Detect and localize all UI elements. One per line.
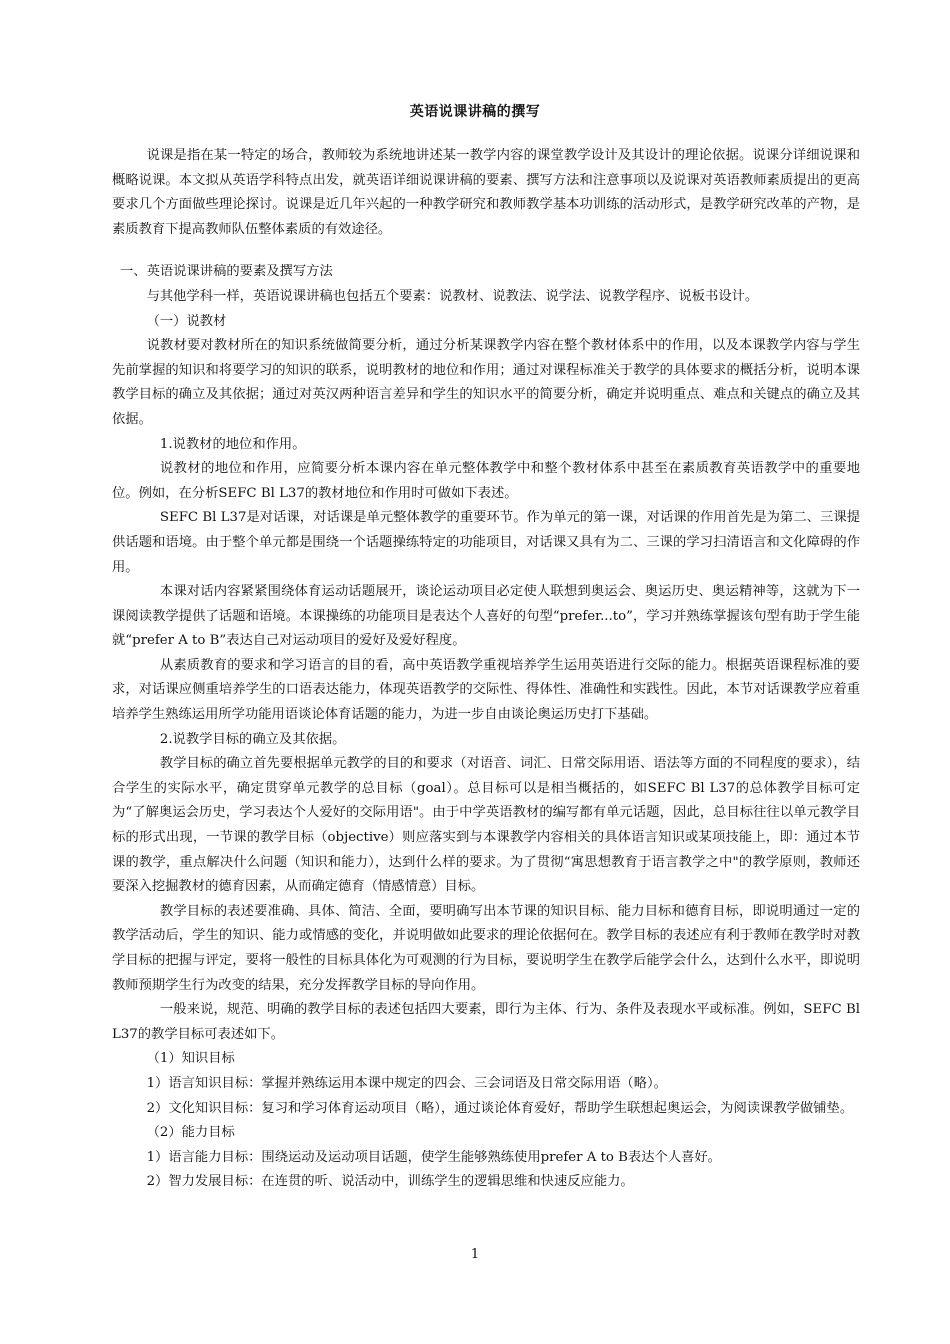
section-lead-paragraph: 与其他学科一样，英语说课讲稿也包括五个要素：说教材、说教法、说学法、说教学程序、说板书设计。 xyxy=(146,288,759,304)
item1-paragraph-2: SEFC Bl L37是对话课，对话课是单元整体教学的重要环节。作为单元的第一课，对话课的作用首先是为第二、三课提供话题和语境。由于整个单元都是围绕一个话题操练特定的功能项目，对话课又具有为二、三课的学习扫清语言和文化障碍的作用。 xyxy=(112,510,860,575)
intro-paragraph: 说课是指在某一特定的场合，教师较为系统地讲述某一教学内容的课堂教学设计及其设计的理论依据。说课分详细说课和概略说课。本文拟从英语学科特点出发，就英语详细说课讲稿的要素、撰写方法和注意事项以及说课对英语教师素质提出的更高要求几个方面做些理论探讨。说课是近几年兴起的一种教学研究和教师教学基本功训练的活动形式，是教学研究改革的产物，是素质教育下提高教师队伍整体素质的有效途径。 xyxy=(112,148,860,237)
section-heading-1: 一、英语说课讲稿的要素及撰写方法 xyxy=(120,264,333,280)
item1-paragraph-3: 本课对话内容紧紧围绕体育运动话题展开，谈论运动项目必定使人联想到奥运会、奥运历史、奥运精神等，这就为下一课阅读教学提供了话题和语境。本课操练的功能项目是表达个人喜好的句型“prefer...to”，学习并熟练掌握该句型有助于学生能就“prefer A to B”表达自己对运动项目的爱好及爱好程度。 xyxy=(112,584,860,649)
item2-paragraph-3: 一般来说，规范、明确的教学目标的表述包括四大要素，即行为主体、行为、条件及表现水平或标准。例如，SEFC Bl L37的教学目标可表述如下。 xyxy=(112,1002,860,1042)
goal-knowledge-language: 1）语言知识目标：掌握并熟练运用本课中规定的四会、三会词语及日常交际用语（略）。 xyxy=(146,1075,667,1091)
item2-paragraph-1: 教学目标的确立首先要根据单元教学的目的和要求（对语音、词汇、日常交际用语、语法等方面的不同程度的要求），结合学生的实际水平，确定贯穿单元教学的总目标（goal）。总目标可以是相当概括的，如SEFC Bl L37的总体教学目标可定为“了解奥运会历史，学习表达个人爱好的交际用语"。由于中学英语教材的编写都有单元话题，因此，总目标往往以单元教学目标的形式出现，一节课的教学目标（objective）则应落实到与本课教学内容相关的具体语言知识或某项技能上，即：通过本节课的教学，重点解决什么问题（知识和能力），达到什么样的要求。为了贯彻“寓思想教育于语言教学之中"的教学原则，教师还要深入挖掘教材的德育因素，从而确定德育（情感情意）目标。 xyxy=(112,756,860,895)
subsection-paragraph: 说教材要对教材所在的知识系统做简要分析，通过分析某课教学内容在整个教材体系中的作用，以及本课教学内容与学生先前掌握的知识和将要学习的知识的联系，说明教材的地位和作用；通过对课程标准关于教学的具体要求的概括分析，说明本课教学目标的确立及其依据；通过对英汉两种语言差异和学生的知识水平的简要分析，确定并说明重点、难点和关键点的确立及其依据。 xyxy=(112,338,860,427)
goal-heading-knowledge: （1）知识目标 xyxy=(146,1051,235,1067)
item1-paragraph-4: 从素质教育的要求和学习语言的目的看，高中英语教学重视培养学生运用英语进行交际的能力。根据英语课程标准的要求，对话课应侧重培养学生的口语表达能力，体现英语教学的交际性、得体性、准确性和实践性。因此，本节对话课教学应着重培养学生熟练运用所学功能用语谈论体育话题的能力，为进一步自由谈论奥运历史打下基础。 xyxy=(112,657,860,723)
subsection-heading-textbook: （一）说教材 xyxy=(146,313,227,329)
document-body xyxy=(112,144,860,1195)
item-heading-1: 1.说教材的地位和作用。 xyxy=(159,436,306,452)
item2-paragraph-2: 教学目标的表述要准确、具体、简洁、全面，要明确写出本节课的知识目标、能力目标和德育目标，即说明通过一定的教学活动后，学生的知识、能力或情感的变化，并说明做如此要求的理论依据何在。教学目标的表述应有利于教师在教学时对教学目标的把握与评定，要将一般性的目标具体化为可观测的行为目标，要说明学生在教学后能学会什么，达到什么水平，即说明教师预期学生行为改变的结果，充分发挥教学目标的导向作用。 xyxy=(112,903,860,993)
item1-paragraph-1: 说教材的地位和作用，应简要分析本课内容在单元整体教学中和整个教材体系中甚至在素质教育英语教学中的重要地位。例如，在分析SEFC Bl L37的教材地位和作用时可做如下表述。 xyxy=(112,461,860,501)
page-number: 1 xyxy=(470,1247,480,1262)
goal-ability-intellect: 2）智力发展目标：在连贯的听、说活动中，训练学生的逻辑思维和快速反应能力。 xyxy=(146,1174,634,1190)
item-heading-2: 2.说教学目标的确立及其依据。 xyxy=(159,731,346,747)
goal-heading-ability: （2）能力目标 xyxy=(146,1125,235,1141)
goal-knowledge-culture: 2）文化知识目标：复习和学习体育运动项目（略），通过谈论体育爱好，帮助学生联想起奥运会，为阅读课教学做铺垫。 xyxy=(146,1100,854,1116)
document-title: 英语说课讲稿的撰写 xyxy=(409,104,541,120)
goal-ability-language: 1）语言能力目标：围绕运动及运动项目话题，使学生能够熟练使用prefer A to B表达个人喜好。 xyxy=(146,1149,722,1165)
spacer xyxy=(112,242,860,260)
